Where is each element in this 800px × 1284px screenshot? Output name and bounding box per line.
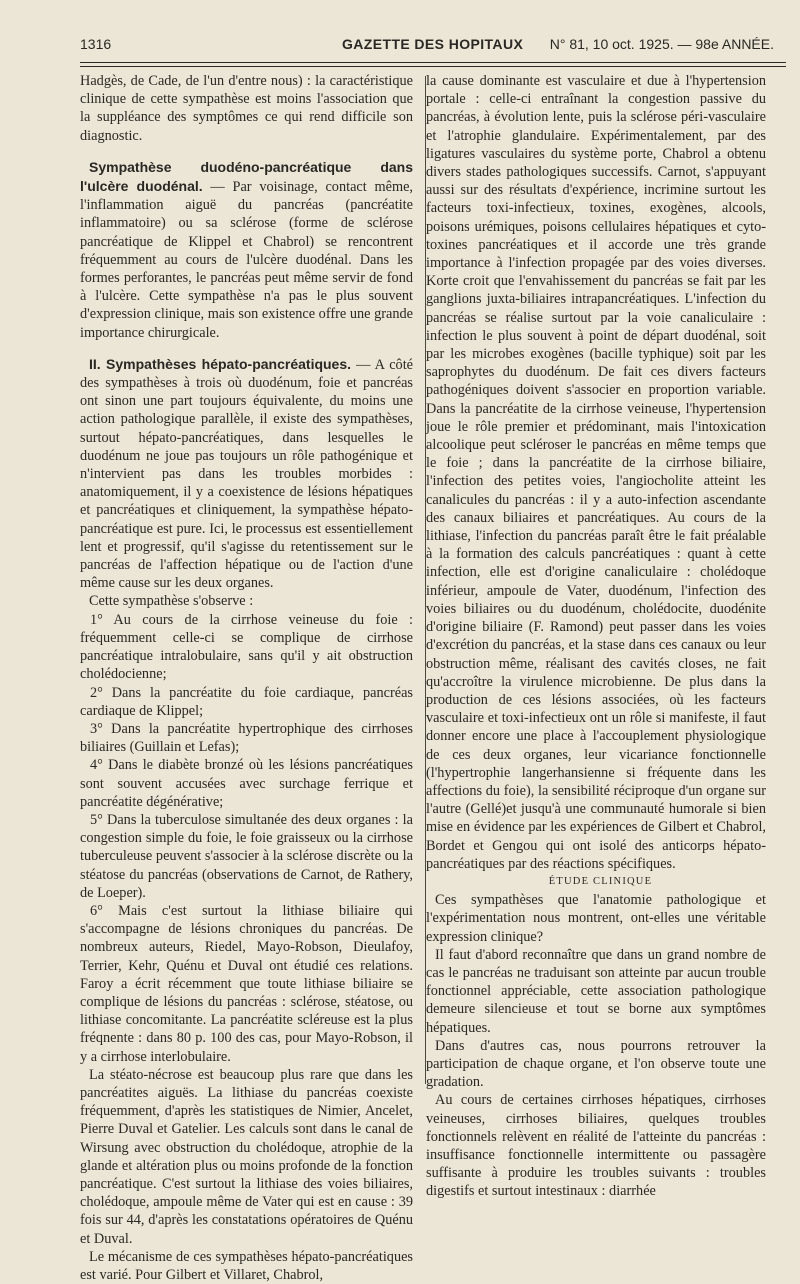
paragraph: Hadgès, de Cade, de l'un d'entre nous) : la caractéristique clinique de cette sympathèse est moins l'association que la suppléance des symptômes ce qui rend difficile son diagnostic. <box>80 73 413 144</box>
header-rule-thin <box>80 66 786 67</box>
paragraph-text: — Par voisinage, contact même, l'inflammation aiguë du pancréas (pancréatite inflammatoire) ou sa sclérose (forme de sclérose pancréatique de Klippel et Chabrol) se rencontrent fréquemment au cours de l'ulcère duodénal. Dans les formes perforantes, le pancréas peut même servir de fond à l'ulcère. Cette sympathèse n'a pas le plus souvent d'expression clinique, mais son existence offre une grande importance chirurgicale. <box>80 179 414 341</box>
section-heading: Sympathèse duodéno-pancréatique dans l'ulcère duodénal. <box>80 158 413 195</box>
paragraph: La stéato-nécrose est beaucoup plus rare que dans les pancréatites aiguës. La lithiase du pancréas coexiste fréquemment, d'après les statistiques de Nimier, Ancelet, Pierre Duval et Gatelier. Les calculs sont dans le canal de Wirsung avec obstruction du cholédoque, atrophie de la glande et altération plus ou moins profonde de la fonction pancréatique. C'est surtout la lithiase des voies biliaires, cholédoque, ampoule même de Vater qui est en cause : 39 fois sur 44, d'après les constatations opératoires de Quénu et Duval. <box>80 1066 413 1247</box>
section-number: II. <box>89 355 107 372</box>
list-item: 3° Dans la pancréatite hypertrophique des cirrhoses biliaires (Guillain et Lefas); <box>80 720 413 756</box>
paragraph: Il faut d'abord reconnaître que dans un grand nombre de cas le pancréas ne traduisant son atteinte par aucun trouble fonctionnel appréciable, cette association pathologique demeure silencieuse et tout se borne aux symptômes hépatiques. <box>426 946 766 1036</box>
paragraph: la cause dominante est vasculaire et due à l'hypertension portale : celle-ci entraînant la congestion passive du pancréas, à évolution lente, puis la sclérose péri-vasculaire et l'atrophie glandulaire. Expérimentalement, par des ligatures vasculaires du système porte, Chabrol a obtenu divers stades pathologiques successifs. Carnot, s'appuyant aussi sur des résultats d'expérience, incrimine surtout les facteurs toxi-infectieux, toxines, exogènes, alcools, poisons urémiques, poisons cellulaires hépatiques et cyto-toxines pancréatiques et il accorde une très grande importance à l'infection propagée par des voies diverses. Korte croit que l'envahissement du pancréas se fait par les ganglions juxta-biliaires intrapancréatiques. L'infection du pancréas se réalise surtout par la voie canaliculaire : infection le plus souvent à point de départ duodénal, soit par les microbes exogènes (bacille typhique) soit par les saprophytes du duodénum. De fait ces divers facteurs pathogéniques doivent s'associer en proportion variable. Dans la pancréatite de la cirrhose veineuse, l'hypertension joue le rôle premier et prédominant, mais l'intoxication alcoolique peut scléroser le pancréas en même temps que le foie ; dans la pancréatite de la cirrhose biliaire, l'infection des petites voies, l'angiocholite atteint les canalicules du pancréas : il y a auto-infection ascendante des canaux biliaires et pancréatiques. Au cours de la lithiase, l'infection du pancréas paraît être le fait préalable à la formation des calculs pancréatiques : quant à cette infection, elle est d'origine canaliculaire : cholédoque inférieur, ampoule de Vater, duodénum, l'infection des voies biliaires ou du duodénum, cholédocite, duodénite d'origine biliaire (F. Ramond) peut passer dans les voies d'excrétion du pancréas, et la stase dans ces canaux ou leur obstruction même, réalisant des cavités closes, ne fait qu'accroître la virulence microbienne. De plus dans la production de ces lésions associées, où les facteurs vasculaire et toxi-infectieux ont un rôle si manifeste, il faut donner encore une place à l'accouplement physiologique de ces deux organes, leur vicariance fonctionnelle (l'hypertrophie langerhansienne si fréquente dans les affections du foie), la sensibilité réciproque d'un organe sur l'autre (Gellé)et jusqu'à une communauté humorale si bien mise en évidence par les expériences de Gilbert et Chabrol, Bordet et Gengou qui ont isolé des anticorps hépato-pancréatiques par des réactions spécifiques. <box>426 73 766 872</box>
paragraph <box>80 355 413 593</box>
list-item: 6° Mais c'est surtout la lithiase biliaire qui s'accompagne de lésions chroniques du pancréas. De nombreux auteurs, Riedel, Mayo-Robson, Dieulafoy, Terrier, Kehr, Quénu et Duval ont étudié ces relations. Faroy a écrit récemment que toute lithiase biliaire se complique de lésions du pancréas : sclérose, stéatose, ou lithiase concomitante. La pancréatite scléreuse est la plus fréqnente : dans 80 p. 100 des cas, pour Mayo-Robson, il y a cirrhose interlobulaire. <box>80 902 413 1065</box>
header-rule-thick <box>80 62 786 63</box>
issue-info: N° 81, 10 oct. 1925. — 98e ANNÉE. <box>549 36 774 52</box>
list-item: 5° Dans la tuberculose simultanée des deux organes : la congestion simple du foie, le foie graisseux ou la cirrhose tuberculeuse peuvent s'associer à la sclérose discrète ou la stéatose du pancréas (observations de Carnot, de Rathery, de Loeper). <box>80 811 413 901</box>
page-header <box>80 36 780 56</box>
section-heading: Sympathèses hépato-pancréatiques. <box>106 355 352 372</box>
paragraph: Dans d'autres cas, nous pourrons retrouver la participation de chaque organe, et l'on observe toute une gradation. <box>426 1037 766 1091</box>
paragraph: Le mécanisme de ces sympathèses hépato-pancréatiques est varié. Pour Gilbert et Villaret, Chabrol, <box>80 1248 413 1283</box>
left-column <box>80 72 413 1284</box>
section-title: ÉTUDE CLINIQUE <box>548 875 653 887</box>
list-item: 2° Dans la pancréatite du foie cardiaque, pancréas cardiaque de Klippel; <box>80 684 413 719</box>
paragraph: Au cours de certaines cirrhoses hépatiques, cirrhoses veineuses, cirrhoses biliaires, quelques troubles fonctionnels relèvent en réalité de l'atteinte du pancréas : insuffisance fonctionnelle intermittente ou passagère suffisante à produire les troubles suivants : troubles digestifs et surtout intestinaux : diarrhée <box>426 1092 766 1200</box>
paragraph-text: — A côté des sympathèses à trois où duodénum, foie et pancréas ont sinon une part toujours équivalente, du moins une action pathologique parallèle, il existe des sympathèses, surtout hépato-pancréatiques, dans lesquelles le duodénum ne joue pas toujours un rôle pathogénique et n'intervient pas dans les troubles morbides : anatomiquement, il y a coexistence de lésions hépatiques et pancréatiques et cliniquement, la sympathèse hépato-pancréatique est pure. Ici, le processus est essentiellement lent et progressif, qu'il s'agisse du retentissement sur le pancréas de l'affection hépatique ou de l'action d'une même cause sur les deux organes. <box>80 356 414 592</box>
paragraph: Ces sympathèses que l'anatomie pathologique et l'expérimentation nous montrent, ont-elles une véritable expression clinique? <box>426 892 766 945</box>
list-item: 1° Au cours de la cirrhose veineuse du foie : fréquemment celle-ci se complique de cirrhose pancréatique intralobulaire, sans qu'il y ait obstruction cholédocienne; <box>80 611 413 683</box>
paragraph <box>80 158 413 342</box>
right-column <box>426 72 766 1201</box>
page-number: 1316 <box>80 36 112 52</box>
paragraph: Cette sympathèse s'observe : <box>89 593 254 610</box>
journal-title: GAZETTE DES HOPITAUX <box>342 36 524 52</box>
list-item: 4° Dans le diabète bronzé où les lésions pancréatiques sont souvent accusées avec surchage ferrique et pancréatite dégénérative; <box>80 757 413 810</box>
